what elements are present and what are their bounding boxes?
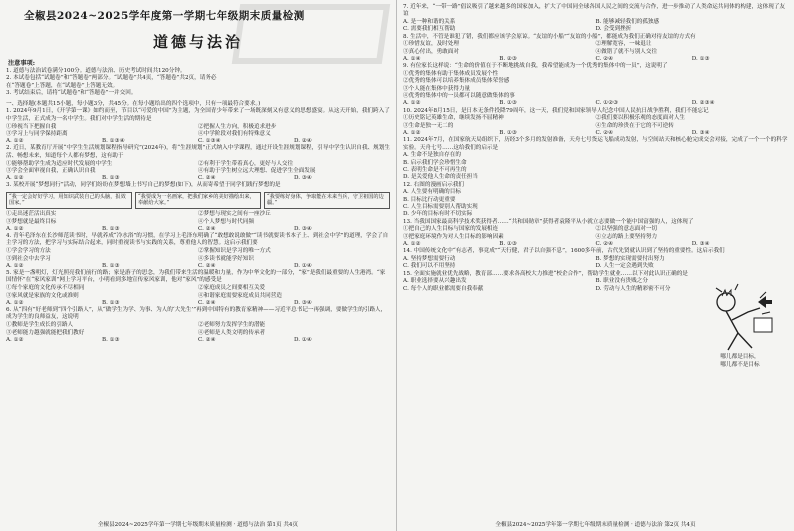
q3-stmt: ④个人梦想与时代同频	[198, 218, 254, 225]
q8-stmt: ④做错了就不与别人交往	[595, 48, 658, 55]
question-6: 6. 从“四有”好老师到“四个引路人”，从“做学生为学、为事、为人的‘大先生’”再到中国特有的教育家精神——习近平总书记一再强调，要做学生的引路人，成为学生的良师益友，这说明	[6, 307, 387, 321]
note-2b: 在“答题卷”上答题，在“试题卷”上答题无效。	[6, 82, 119, 89]
q5-stmt: ③家风就是家族的文化或准则	[6, 292, 79, 299]
q9-stmt: ②优秀的集体可以培养集体成员集体荣誉感	[403, 78, 510, 85]
dream-wall	[6, 192, 390, 210]
q7-choice: B. 能够减轻我们的孤独感	[595, 19, 660, 26]
q9-stmt: ①优秀的集体有助于集体成员发展个性	[403, 71, 499, 78]
q15-choice: C. 每个人的职业都需要自我奉献	[403, 285, 484, 292]
q5-choice: C. ②④	[198, 299, 216, 306]
q1-stmt: ①珍视当下把握自我	[6, 123, 57, 130]
q10-choice: C. ②④	[595, 130, 614, 137]
q3-choice: C. ②④	[198, 225, 216, 232]
q1-choice: B. ①③④	[102, 138, 125, 145]
q10-stmt: ②我们要以积极乐观的态度面对人生	[595, 115, 686, 122]
q13-choice: C. ②④	[595, 241, 614, 247]
q2-stmt: ④有助于学生树立远大理想、促进学生全面发展	[198, 167, 316, 174]
q3-stmt: ②梦想与现实之间有一座沙丘	[198, 211, 271, 218]
q9-statements	[403, 71, 788, 100]
page-footer-left: 全椒县2024~2025学年第一学期七年级期末质量检测 · 道德与法治 第1页 共4页	[97, 522, 299, 528]
q6-choice: C. ②④	[198, 336, 216, 343]
q10-stmt: ④生命的珍贵在于它的不可逆转	[595, 122, 674, 129]
q15-choice: B. 职业没有贵贱之分	[595, 278, 648, 285]
q2-stmt: ③学会全面审视自我，正确认识自我	[6, 167, 96, 174]
q10-choice: D. ③④	[691, 130, 710, 137]
question-3: 3. 某校开展“梦想同行”活动，同学们纷纷在梦想墙上书写自己的梦想(如下)，从而寄希望于同学们践行梦想的是	[6, 182, 281, 189]
q3-choice: D. ③④	[294, 225, 312, 232]
q13-choice: B. ①③	[499, 241, 517, 247]
q5-choice: D. ③④	[294, 299, 312, 306]
q9-stmt: ③个人能在集体中获得力量	[403, 85, 471, 92]
question-8: 8. 生活中，不管是谁犯了错，我们都应该学会原谅。“友谊的小船”“友谊的小船”，都能成为我们正确对待友谊的方式有	[403, 33, 696, 40]
q14-choice: B. 梦想的实现需要付出努力	[595, 256, 665, 263]
q8-choice: B. ②③	[499, 56, 517, 63]
question-5: 5. 家是一盏明灯，灯光照亮我们前行的路；家是游子的思念，为我们带来生活的温暖和力量，作为中华文化的一部分，“家”是我们最重要的人生港湾。“家国情怀”在“家风家训”网上学习平台，小明看到多地宣传家风家训，他对“家风”的感受是	[6, 270, 386, 284]
q11-choice: D. 是关爱他人生命的责任担当	[403, 174, 478, 181]
question-15: 15. 全面实施就业优先战略，教育部……要求各高校大力推进“校企合作”，帮助学生就业……以下对此认识正确的是	[403, 270, 688, 277]
q4-choice: D. ①④	[294, 262, 312, 269]
q7-choice: A. 是一种和谐的关系	[403, 19, 456, 26]
notes-heading: 注意事项:	[8, 60, 36, 67]
q3-choice: B. ①③	[102, 225, 120, 232]
q4-stmt: ①学会学习的方法	[6, 248, 51, 255]
note-1: 1. 道德与法治试卷满分100分。道德与法治、历史考试时间共120分钟。	[6, 68, 186, 74]
q4-choice: C. ②④	[198, 262, 216, 269]
q5-statements	[6, 285, 390, 300]
q2-choice: D. ③④	[294, 175, 312, 182]
q10-stmt: ①历史铭记英雄生命，继续发扬不屈精神	[403, 115, 504, 122]
q6-stmt: ③老师能力越强就能把我们教好	[6, 329, 85, 336]
q14-choice: A. 坚持梦想需要行动	[403, 256, 456, 263]
q6-choice: D. ①④	[294, 336, 312, 343]
q15-choice: D. 劳动与人生的精彩密不可分	[595, 285, 671, 292]
q8-stmt: ②理解宽容，一味退让	[595, 41, 652, 48]
q15-choice: A. 职业选择要从兴趣出发	[403, 278, 467, 285]
question-13: 13. 当我国国家最高科学技术奖获得者……“共和国勋章”获得者袁隆平从小就立志要做一个能中国富强的人，这体现了	[403, 218, 694, 225]
q2-stmt: ②有利于学生带着真心，更好与人交往	[198, 160, 294, 167]
cartoon-caption: 哪儿都是目标， 哪儿都不是目标	[720, 354, 760, 368]
q2-statements	[6, 161, 390, 176]
q6-choice: B. ①③	[102, 336, 120, 343]
q9-choice: B. ①③	[499, 100, 517, 107]
dream-quote: “我要成为一名画家，把我们家乡的美好描绘出来，奉献给大家。”	[135, 192, 261, 210]
watermark-shape	[232, 4, 390, 64]
q14-choice: C. 我们可以不用坚持	[403, 263, 456, 270]
question-1: 1. 2024年9月1日，《开学第一课》如约而至，节目以“可爱的中国”为主题，为全国青少年带来了一场既深刻又有意义的思想盛宴。从这天开始，我们跨入了中学生活，正式成为一名中学生。我们对中学生活的期待是	[6, 108, 390, 122]
q10-choice: B. ①③	[499, 130, 517, 137]
q5-choice: A. ①②	[6, 299, 24, 306]
q6-statements	[6, 322, 390, 337]
question-4: 4. 青年毛泽东在长沙师范读书时，早就养成“冷水浴”的习惯，在学习上毛泽东明确了“敢想敢说敢做”“读书就要读书本子上、到社会中学”的道理，学会了自主学习的方法，把学习与实际结合起来，同时重视读书与实践的关系，尊重他人的智慧。这启示我们要	[6, 233, 389, 247]
q11-choices	[403, 152, 693, 181]
q5-stmt: ②家庭成员之间要相互关爱	[198, 285, 266, 292]
q4-choice: A. ①②	[6, 262, 24, 269]
q12-choice: D. 少年的目标有时不切实际	[403, 211, 473, 218]
q2-stmt: ①能够帮助学生成为适应时代发展的中学生	[6, 160, 113, 167]
q8-choice: C. ②④	[595, 56, 614, 63]
q13-statements	[403, 226, 788, 241]
q12-choices	[403, 189, 693, 218]
note-2: 2. 本试卷包括“试题卷”和“答题卷”两部分。“试题卷”共4页，“答题卷”共2页，请务必	[6, 75, 217, 82]
q2-choice: B. ①③	[102, 175, 120, 182]
q6-choice: A. ①②	[6, 336, 24, 343]
q5-stmt: ④和谐家庭需要家庭成员共同营造	[198, 292, 282, 299]
q14-choices	[403, 256, 788, 271]
q13-stmt: ②以坚强的意志面对一切	[595, 226, 658, 233]
q8-stmt: ③真心付出，勇敢面对	[403, 48, 459, 55]
dream-quote: “我要练好身体，争取能在未来当兵，守卫祖国的边疆。”	[264, 192, 390, 210]
q1-choice: C. ①③④	[198, 138, 221, 145]
question-14: 14. 中国传统文化中“有志者，事竟成”“天行健，君子以自强不息”，1600多年前，古代先贤就认识到了坚持的重要性。这启示我们	[403, 248, 725, 255]
q3-choice: A. ①②	[6, 225, 24, 232]
q10-choice: A. ①②	[403, 130, 421, 137]
q9-choice: C. ①②③	[595, 100, 619, 107]
q11-choice: C. 表明生命是不可再生的	[403, 167, 467, 174]
dream-quote: “我一定会好好学习，用知识武装自己的头脑，报效国家。”	[6, 192, 132, 210]
question-12: 12. 右图的漫画启示我们	[403, 181, 465, 188]
q7-choices	[403, 19, 788, 34]
q6-choices	[6, 337, 390, 344]
q9-choice: D. ②③④	[691, 100, 715, 107]
q2-choice: C. ②④	[198, 175, 216, 182]
question-7: 7. 近年来，“一带一路”倡议吸引了越来越多的国家加入，扩大了中国同全球各国人民之间的交流与合作，进一步推动了人类命运共同体的构建，这体现了友谊	[403, 4, 786, 18]
q3-stmt: ③梦想就是最终目标	[6, 218, 57, 225]
question-2: 2. 近日，某教育厅开展“中学生生活规划课程指导研究”(2024年)，将“生涯规划”正式纳入中学课程，通过开设生涯规划课程，引导中学生认识自我、规划生活、畅想未来，知道每个人都有梦想，这有助于	[6, 145, 390, 159]
q6-stmt: ④老师是人类文明的传承者	[198, 329, 266, 336]
q13-stmt: ③把家庭环境作为对人生目标的影响因素	[403, 233, 504, 240]
q9-choice: A. ①②	[403, 100, 421, 107]
q12-choice: B. 目标比行动更重要	[403, 196, 456, 203]
q3-statements	[6, 211, 390, 226]
note-3: 3. 考试结束后，请将“试题卷”和“答题卷”一并交回。	[6, 90, 137, 97]
q4-stmt: ④多读书就能学好知识	[198, 255, 254, 262]
q13-stmt: ④立志的路上要坚持努力	[595, 233, 658, 240]
q8-stmt: ①珍惜友谊，及时处理	[403, 41, 459, 48]
q12-choice: C. 人生目标需要别人帮助实现	[403, 204, 478, 211]
section-heading: 一、选择题(本题共15小题，每小题3分，共45分。在每小题给出的四个选项中，只有一项最符合要求。)	[6, 100, 261, 107]
q8-choice: A. ①④	[403, 56, 421, 63]
q13-choice: A. ①②	[403, 241, 421, 247]
q6-stmt: ①教师是学生成长的引路人	[6, 322, 74, 329]
q14-choice: D. 人生一定会遇到失败	[595, 263, 654, 270]
q8-choice: D. ①③	[691, 56, 710, 63]
q7-choice: D. 会受到挫折	[595, 26, 632, 33]
q4-choice: B. ①③	[102, 262, 120, 269]
q13-stmt: ①把自己的人生目标与国家的发展相连	[403, 226, 499, 233]
q5-stmt: ①每个家庭的文化传承不尽相同	[6, 285, 85, 292]
q11-choice: A. 生命不是独自存在的	[403, 152, 461, 159]
q9-stmt: ④优秀的集体中的一员都可以随意做集体的事	[403, 93, 515, 100]
q10-statements	[403, 115, 788, 130]
cartoon-illustration	[708, 278, 780, 356]
subject-title: 道德与法治	[152, 33, 243, 51]
q2-choice: A. ①②	[6, 175, 24, 182]
q1-stmt: ③学习上与同学保持距离	[6, 130, 68, 137]
q13-choice: D. ③④	[691, 241, 710, 247]
question-11: 11. 2024年7月，在国家航天局组织下，历经3个多月的发射准备，天舟七号货运飞船成功发射，与空间站天和核心舱完成交会对接，完成了一个一个的科学实验。天舟七号……这给我们的启示是	[403, 137, 788, 151]
q1-stmt: ④中学阶段对我们有特殊意义	[198, 130, 271, 137]
q7-choice: C. 需要我们相互帮助	[403, 26, 456, 33]
q3-stmt: ①走出迷茫活出真实	[6, 211, 57, 218]
q6-stmt: ②老师努力发挥学生的潜能	[198, 322, 266, 329]
question-9: 9. 有位家长这样说：“生命的价值在于不断地挑战自我，我希望能成为一个优秀的集体中的一员”，这说明了	[403, 63, 668, 70]
exam-title: 全椒县2024~2025学年度第一学期七年级期末质量检测	[24, 10, 305, 22]
q1-statements	[6, 124, 390, 139]
q11-choice: B. 启示我们学会珍惜生命	[403, 159, 467, 166]
q5-choice: B. ①③	[102, 299, 120, 306]
q10-stmt: ③生命是独一无二的	[403, 122, 454, 129]
q1-stmt: ②把握人生方向，积极追求进步	[198, 123, 277, 130]
q4-stmt: ③到社会中去学习	[6, 255, 51, 262]
q4-stmt: ②掌握知识是学习的唯一方式	[198, 248, 271, 255]
q1-choice: D. ②④	[294, 138, 312, 145]
q12-choice: A. 人生要有明确的目标	[403, 189, 461, 196]
question-10: 10. 2024年8月15日，是日本无条件投降79周年，这一天，我们党和国家领导人纪念中国人民抗日战争胜利，我们不能忘记	[403, 107, 709, 114]
q4-statements	[6, 248, 390, 263]
q8-statements	[403, 41, 788, 56]
page-footer-right: 全椒县2024~2025学年第一学期七年级期末质量检测 · 道德与法治 第2页 共4页	[495, 522, 696, 528]
page-right	[397, 0, 794, 531]
q9-choices	[403, 100, 788, 107]
q1-choice: A. ①②	[6, 138, 24, 145]
